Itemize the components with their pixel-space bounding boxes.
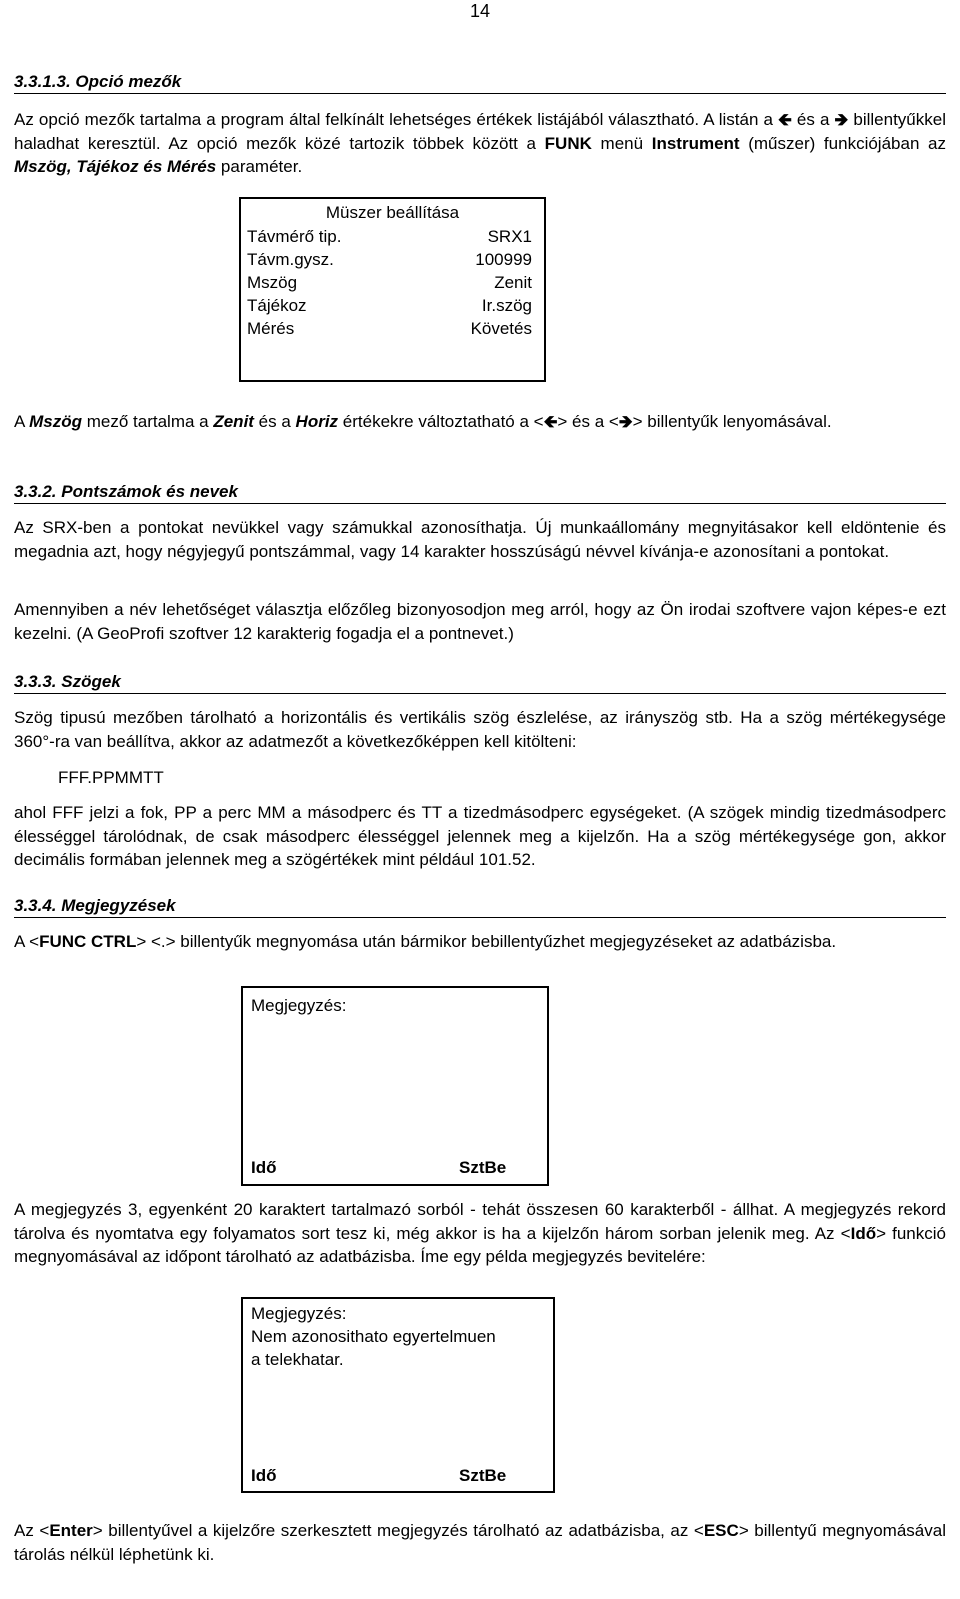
ido-softkey[interactable]: Idő [251,1466,277,1485]
arrow-right-icon: 🡺 [618,412,633,431]
arrow-right-icon: 🡺 [834,110,849,129]
paragraph-szogek-1: Szög tipusú mezőben tárolható a horizontális és vertikális szög észlelése, az irányszög stb. Ha a szög mértékegysége 360°-ra van beállítva, akkor az adatmezőt a következőképpen kell kitölteni: [14,708,946,751]
paragraph-pontszamok-1: Az SRX-ben a pontokat nevükkel vagy számukkal azonosíthatja. Új munkaállomány megnyitásakor kell eldöntenie és megadnia azt, hogy négyjegyű pontszámmal, vagy 14 karakter hosszúságú névvel kívánja-e azonosítani a pontokat. [14,518,946,561]
section-heading-megjegyzesek: 3.3.4. Megjegyzések [14,896,946,918]
paragraph-megjegyzesek-2: A megjegyzés 3, egyenként 20 karaktert tartalmazó sorból - tehát összesen 60 karakterből - állhat. A megjegyzés rekord tárolva és nyomtatva egy folyamatos sort tesz ki, még akkor is ha a kijelzőn három sorban jelenik meg. Az <Idő> funkció megnyomásával az időpont tárolható az adatbázisba. Íme egy példa megjegyzés bevitelére: [14,1200,946,1266]
paragraph-szogek-2: ahol FFF jelzi a fok, PP a perc MM a másodperc és TT a tizedmásodperc egységeket. (A szögek mindig tizedmásodperc élességgel tárolódnak, de csak másodperc élességgel jelennek meg a kijelzőn. Ha a szög mértékegysége gon, akkor decimális formában jelennek meg a szögértékek mint például 101.52. [14,803,946,869]
screen-row: Távmérő tip. SRX1 [247,227,532,246]
note-text-line-1: Nem azonosithato egyertelmuen [251,1327,496,1346]
paragraph-pontszamok-2: Amennyiben a név lehetőséget választja előzőleg bizonyosodjon meg arról, hogy az Ön irodai szoftvere vajon képes-e ezt kezelni. (A GeoProfi szoftver 12 karakterig fogadja el a pontnevet.) [14,600,946,643]
note-screen-example [241,1297,555,1493]
paragraph-megjegyzesek-3: Az <Enter> billentyűvel a kijelzőre szerkesztett megjegyzés tárolható az adatbázisba, az <ESC> billentyű megnyomásával tárolás nélkül léphetünk ki. [14,1521,946,1564]
screen-row: Mszög Zenit [247,273,532,292]
sztbe-softkey[interactable]: SztBe [459,1158,507,1177]
section-heading-szogek: 3.3.3. Szögek [14,672,946,694]
note-title: Megjegyzés: [251,996,347,1015]
format-example: FFF.PPMMTT [58,768,164,787]
note-title: Megjegyzés: [251,1304,347,1323]
arrow-left-icon: 🡸 [543,412,558,431]
paragraph-opcio-mezok: Az opció mezők tartalma a program által felkínált lehetséges értékek listájából választható. A listán a 🡸 és a 🡺 billentyűkkel haladhat keresztül. Az opció mezők közé tartozik többek között a FUNK menü Instrument (műszer) funkciójában az Mszög, Tájékoz és Mérés paraméter. [14,110,947,176]
note-screen-empty [241,986,549,1186]
screen-row: Tájékoz Ir.szög [247,296,532,315]
arrow-left-icon: 🡸 [778,110,792,129]
paragraph-mszog: A Mszög mező tartalma a Zenit és a Horiz értékekre változtatható a <🡸> és a <🡺> billentyűk lenyomásával. [14,412,832,431]
page-number: 14 [469,1,491,21]
paragraph-megjegyzesek-1: A <FUNC CTRL> <.> billentyűk megnyomása után bármikor bebillentyűzhet megjegyzéseket az adatbázisba. [14,932,837,951]
instrument-settings-screen [239,197,546,382]
screen-row: Távm.gysz. 100999 [247,250,532,269]
section-heading-pontszamok: 3.3.2. Pontszámok és nevek [14,482,946,504]
ido-softkey[interactable]: Idő [251,1158,277,1177]
section-heading-opcio-mezok: 3.3.1.3. Opció mezők [14,72,946,94]
sztbe-softkey[interactable]: SztBe [459,1466,507,1485]
screen-row: Mérés Követés [247,319,532,338]
note-text-line-2: a telekhatar. [251,1350,344,1369]
screen-title: Müszer beállítása [325,203,460,222]
